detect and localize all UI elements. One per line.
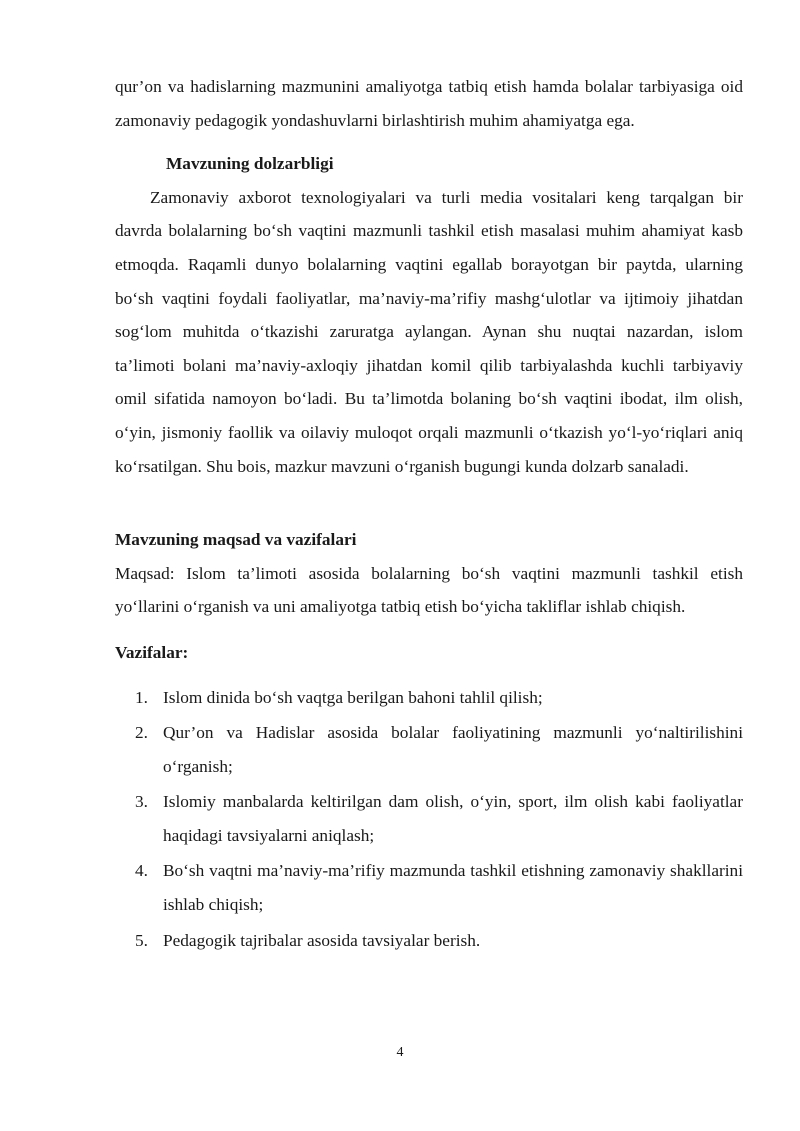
page-number: 4 — [396, 1045, 404, 1060]
tasks-list — [115, 681, 743, 958]
list-item — [115, 924, 743, 958]
list-item-text: Qur’on va Hadislar asosida bolalar faoliyatining mazmunli yo‘naltirilishini o‘rganish; — [163, 723, 743, 776]
tasks-heading: Vazifalar: — [115, 642, 189, 662]
list-item — [115, 785, 743, 852]
list-item-text: Islomiy manbalarda keltirilgan dam olish, o‘yin, sport, ilm olish kabi faoliyatlar haqidagi tavsiyalarni aniqlash; — [163, 792, 743, 845]
list-item-text: Pedagogik tajribalar asosida tavsiyalar berish. — [163, 930, 481, 950]
list-item — [115, 716, 743, 783]
relevance-paragraph: Zamonaviy axborot texnologiyalari va turli media vositalari keng tarqalgan bir davrda bolalarning bo‘sh vaqtini mazmunli tashkil etish masalasi muhim ahamiyat kasb etmoqda. Raqamli dunyo bolalarning vaqtini egallab borayotgan bir paytda, ularning bo‘sh vaqtini foydali faoliyatlar, ma’naviy-ma’rifiy mashg‘ulotlar va ijtimoiy jihatdan sog‘lom muhitda o‘tkazishi zaruratga aylangan. Aynan shu nuqtai nazardan, islom ta’limoti bolani ma’naviy-axloqiy jihatdan komil qilib tarbiyalashda kuchli tarbiyaviy omil sifatida namoyon bo‘ladi. Bu ta’limotda bolaning bo‘sh vaqtini ibodat, ilm olish, o‘yin, jismoniy faollik va oilaviy muloqot orqali mazmunli o‘tkazish yo‘l-yo‘riqlari aniq ko‘rsatilgan. Shu bois, mazkur mavzuni o‘rganish bugungi kunda dolzarb sanaladi. — [115, 187, 743, 476]
section-heading-goals: Mavzuning maqsad va vazifalari — [115, 530, 357, 550]
intro-paragraph: qur’on va hadislarning mazmunini amaliyotga tatbiq etish hamda bolalar tarbiyasiga oid zamonaviy pedagogik yondashuvlarni birlashtirish muhim ahamiyatga ega. — [115, 77, 743, 130]
section-spacer — [115, 483, 743, 523]
list-item-number: 5. — [135, 930, 148, 950]
list-item — [115, 681, 743, 715]
list-item-number: 4. — [135, 861, 148, 881]
goal-paragraph: Maqsad: Islom ta’limoti asosida bolalarning bo‘sh vaqtini mazmunli tashkil etish yo‘llarini o‘rganish va uni amaliyotga tatbiq etish bo‘yicha takliflar ishlab chiqish. — [115, 563, 743, 617]
section-heading-relevance: Mavzuning dolzarbligi — [166, 154, 334, 174]
list-item — [115, 854, 743, 921]
list-item-text: Islom dinida bo‘sh vaqtga berilgan bahoni tahlil qilish; — [163, 687, 543, 707]
list-item-number: 3. — [135, 792, 148, 812]
document-page — [115, 70, 743, 959]
list-item-number: 2. — [135, 723, 148, 743]
list-item-number: 1. — [135, 687, 148, 707]
list-item-text: Bo‘sh vaqtni ma’naviy-ma’rifiy mazmunda tashkil etishning zamonaviy shakllarini ishlab chiqish; — [163, 861, 743, 915]
